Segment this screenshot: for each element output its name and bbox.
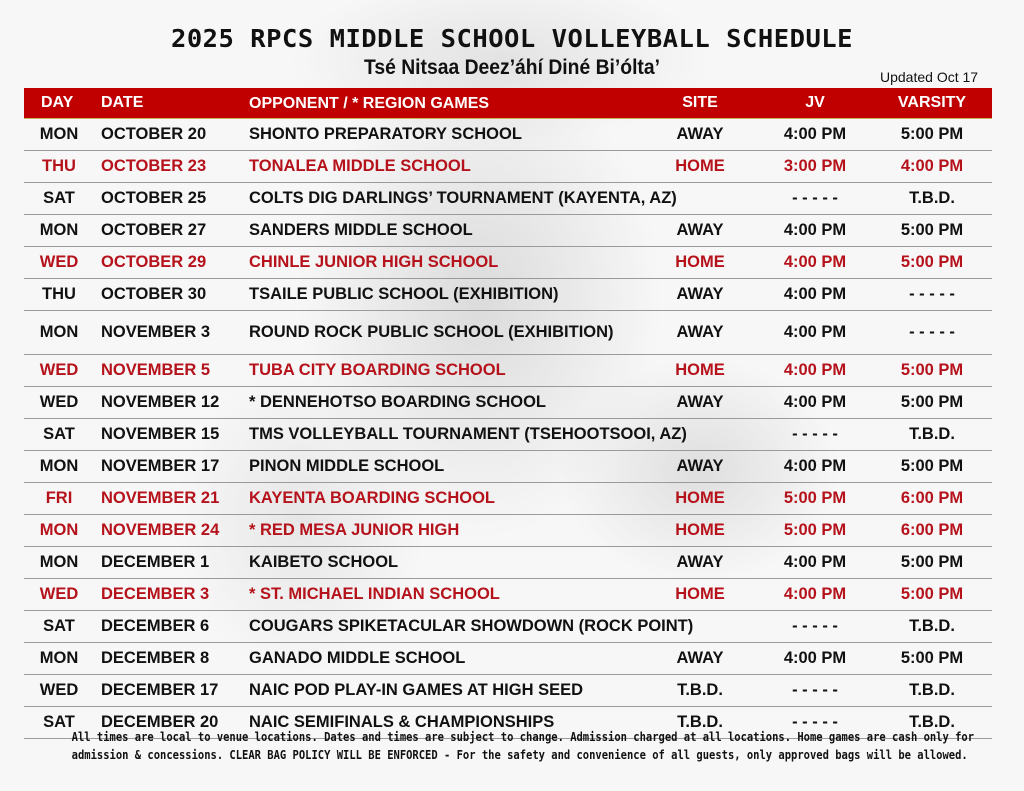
cell-site: AWAY	[676, 457, 724, 475]
table-row	[24, 119, 992, 151]
cell-site: AWAY	[676, 649, 724, 667]
cell-opponent: COLTS DIG DARLINGS’ TOURNAMENT (KAYENTA, AZ)	[249, 189, 677, 207]
cell-opponent: TUBA CITY BOARDING SCHOOL	[249, 361, 506, 379]
cell-day: FRI	[45, 489, 73, 507]
cell-jv-time: 4:00 PM	[783, 457, 847, 475]
cell-varsity-time: 5:00 PM	[900, 125, 964, 143]
cell-day: MON	[39, 521, 79, 539]
cell-opponent: * RED MESA JUNIOR HIGH	[249, 521, 460, 539]
cell-varsity-time: 5:00 PM	[900, 649, 964, 667]
cell-site: AWAY	[676, 125, 724, 143]
cell-opponent: NAIC POD PLAY-IN GAMES AT HIGH SEED	[249, 681, 584, 699]
table-row	[24, 675, 992, 707]
cell-date: OCTOBER 27	[101, 221, 207, 239]
cell-date: DECEMBER 6	[101, 617, 210, 635]
cell-opponent: KAYENTA BOARDING SCHOOL	[249, 489, 495, 507]
cell-jv-time: 4:00 PM	[783, 285, 847, 303]
cell-jv-time: - - - - -	[792, 617, 838, 635]
cell-date: DECEMBER 3	[101, 585, 210, 603]
cell-site: AWAY	[676, 553, 724, 571]
cell-site	[659, 419, 741, 450]
table-row	[24, 419, 992, 451]
cell-opponent: TONALEA MIDDLE SCHOOL	[249, 157, 471, 175]
table-row	[24, 547, 992, 579]
cell-jv-time: - - - - -	[792, 189, 838, 207]
cell-date: NOVEMBER 24	[101, 521, 220, 539]
cell-site: HOME	[675, 489, 725, 507]
cell-opponent: SHONTO PREPARATORY SCHOOL	[249, 125, 522, 143]
cell-jv-time: 4:00 PM	[783, 253, 847, 271]
column-header-jv: JV	[805, 94, 825, 111]
cell-site: HOME	[675, 157, 725, 175]
footer-disclaimer	[0, 728, 1024, 764]
table-row	[24, 611, 992, 643]
cell-opponent: COUGARS SPIKETACULAR SHOWDOWN (ROCK POINT)	[249, 617, 694, 635]
table-row	[24, 643, 992, 675]
cell-varsity-time: T.B.D.	[909, 681, 955, 699]
cell-day: WED	[39, 253, 79, 271]
cell-date: DECEMBER 1	[101, 553, 210, 571]
column-header-opponent: OPPONENT / * REGION GAMES	[249, 94, 490, 112]
cell-site: AWAY	[676, 221, 724, 239]
cell-day: MON	[39, 649, 79, 667]
cell-varsity-time: 5:00 PM	[900, 221, 964, 239]
table-row	[24, 579, 992, 611]
cell-day: MON	[39, 553, 79, 571]
cell-site: T.B.D.	[677, 681, 723, 699]
cell-jv-time: 4:00 PM	[783, 585, 847, 603]
cell-jv-time: 4:00 PM	[783, 323, 847, 341]
cell-opponent: * DENNEHOTSO BOARDING SCHOOL	[249, 393, 547, 411]
table-row	[24, 483, 992, 515]
cell-day: SAT	[43, 189, 75, 207]
cell-opponent: PINON MIDDLE SCHOOL	[249, 457, 445, 475]
cell-day: MON	[39, 221, 79, 239]
table-row	[24, 151, 992, 183]
cell-opponent: TSAILE PUBLIC SCHOOL (EXHIBITION)	[249, 285, 559, 303]
cell-date: DECEMBER 8	[101, 649, 210, 667]
cell-day: THU	[42, 157, 76, 175]
cell-date: OCTOBER 20	[101, 125, 207, 143]
cell-varsity-time: T.B.D.	[909, 617, 955, 635]
footer-line-1: All times are local to venue locations. Dates and times are subject to change. Admission charged at all locations. Home games are cash only for	[71, 730, 975, 744]
updated-date: Updated Oct 17	[880, 69, 979, 85]
cell-date: OCTOBER 30	[101, 285, 207, 303]
table-row	[24, 311, 992, 355]
table-row	[24, 183, 992, 215]
cell-jv-time: 4:00 PM	[783, 361, 847, 379]
page-title: 2025 RPCS MIDDLE SCHOOL VOLLEYBALL SCHEDULE	[170, 24, 854, 53]
cell-jv-time: 4:00 PM	[783, 221, 847, 239]
cell-site	[659, 183, 741, 214]
column-header-day: DAY	[41, 94, 74, 111]
cell-day: MON	[39, 323, 79, 341]
table-row	[24, 387, 992, 419]
table-row	[24, 279, 992, 311]
cell-opponent: TMS VOLLEYBALL TOURNAMENT (TSEHOOTSOOI, AZ)	[249, 425, 687, 443]
cell-varsity-time: 5:00 PM	[900, 585, 964, 603]
cell-varsity-time: - - - - -	[909, 285, 955, 303]
cell-opponent: ROUND ROCK PUBLIC SCHOOL (EXHIBITION)	[249, 323, 614, 341]
cell-date: OCTOBER 23	[101, 157, 207, 175]
cell-opponent: SANDERS MIDDLE SCHOOL	[249, 221, 473, 239]
cell-day: WED	[39, 361, 79, 379]
cell-varsity-time: T.B.D.	[909, 713, 955, 731]
cell-day: SAT	[43, 425, 75, 443]
cell-day: THU	[42, 285, 76, 303]
cell-site	[659, 611, 741, 642]
cell-day: MON	[39, 457, 79, 475]
cell-site: HOME	[675, 361, 725, 379]
cell-day: WED	[39, 393, 79, 411]
table-body	[24, 119, 992, 739]
cell-varsity-time: T.B.D.	[909, 425, 955, 443]
cell-varsity-time: - - - - -	[909, 323, 955, 341]
table-header-row	[24, 88, 992, 119]
cell-site: HOME	[675, 253, 725, 271]
cell-date: NOVEMBER 12	[101, 393, 220, 411]
cell-day: SAT	[43, 617, 75, 635]
cell-date: NOVEMBER 3	[101, 323, 211, 341]
column-header-site: SITE	[682, 94, 718, 111]
table-row	[24, 247, 992, 279]
table-row	[24, 515, 992, 547]
cell-varsity-time: T.B.D.	[909, 189, 955, 207]
cell-date: DECEMBER 20	[101, 713, 219, 731]
cell-date: NOVEMBER 21	[101, 489, 220, 507]
cell-site: AWAY	[676, 393, 724, 411]
cell-jv-time: 4:00 PM	[783, 649, 847, 667]
cell-varsity-time: 6:00 PM	[900, 521, 964, 539]
cell-day: WED	[39, 681, 79, 699]
cell-jv-time: 5:00 PM	[783, 521, 847, 539]
cell-varsity-time: 5:00 PM	[900, 393, 964, 411]
table-row	[24, 355, 992, 387]
cell-date: OCTOBER 29	[101, 253, 207, 271]
cell-jv-time: 4:00 PM	[783, 553, 847, 571]
cell-site: HOME	[675, 585, 725, 603]
table-row	[24, 215, 992, 247]
cell-site: AWAY	[676, 285, 724, 303]
table-row	[24, 451, 992, 483]
cell-date: OCTOBER 25	[101, 189, 207, 207]
page-subtitle: Tsé Nitsaa Deez’áhí Diné Bi’ólta’	[364, 56, 660, 79]
cell-varsity-time: 6:00 PM	[900, 489, 964, 507]
cell-jv-time: - - - - -	[792, 681, 838, 699]
cell-date: NOVEMBER 17	[101, 457, 220, 475]
cell-opponent: GANADO MIDDLE SCHOOL	[249, 649, 466, 667]
cell-site: HOME	[675, 521, 725, 539]
cell-jv-time: 5:00 PM	[783, 489, 847, 507]
cell-day: MON	[39, 125, 79, 143]
cell-varsity-time: 5:00 PM	[900, 253, 964, 271]
cell-jv-time: 4:00 PM	[783, 393, 847, 411]
cell-date: NOVEMBER 15	[101, 425, 220, 443]
cell-opponent: * ST. MICHAEL INDIAN SCHOOL	[249, 585, 500, 603]
cell-opponent: CHINLE JUNIOR HIGH SCHOOL	[249, 253, 499, 271]
footer-line-2: admission & concessions. CLEAR BAG POLICY WILL BE ENFORCED - For the safety and convenience of all guests, only approved bags will be allowed.	[71, 748, 968, 762]
column-header-date: DATE	[101, 94, 144, 111]
cell-varsity-time: 5:00 PM	[900, 457, 964, 475]
cell-date: NOVEMBER 5	[101, 361, 211, 379]
column-header-varsity: VARSITY	[897, 94, 967, 111]
cell-opponent: NAIC SEMIFINALS & CHAMPIONSHIPS	[249, 713, 555, 731]
cell-opponent: KAIBETO SCHOOL	[249, 553, 399, 571]
cell-date: DECEMBER 17	[101, 681, 219, 699]
cell-day: SAT	[43, 713, 75, 731]
cell-jv-time: - - - - -	[792, 713, 838, 731]
cell-varsity-time: 5:00 PM	[900, 553, 964, 571]
schedule-table	[24, 88, 992, 739]
cell-site: AWAY	[676, 323, 724, 341]
cell-varsity-time: 4:00 PM	[900, 157, 964, 175]
cell-day: WED	[39, 585, 79, 603]
cell-site: T.B.D.	[677, 713, 723, 731]
cell-jv-time: - - - - -	[792, 425, 838, 443]
cell-jv-time: 4:00 PM	[783, 125, 847, 143]
cell-varsity-time: 5:00 PM	[900, 361, 964, 379]
cell-jv-time: 3:00 PM	[783, 157, 847, 175]
